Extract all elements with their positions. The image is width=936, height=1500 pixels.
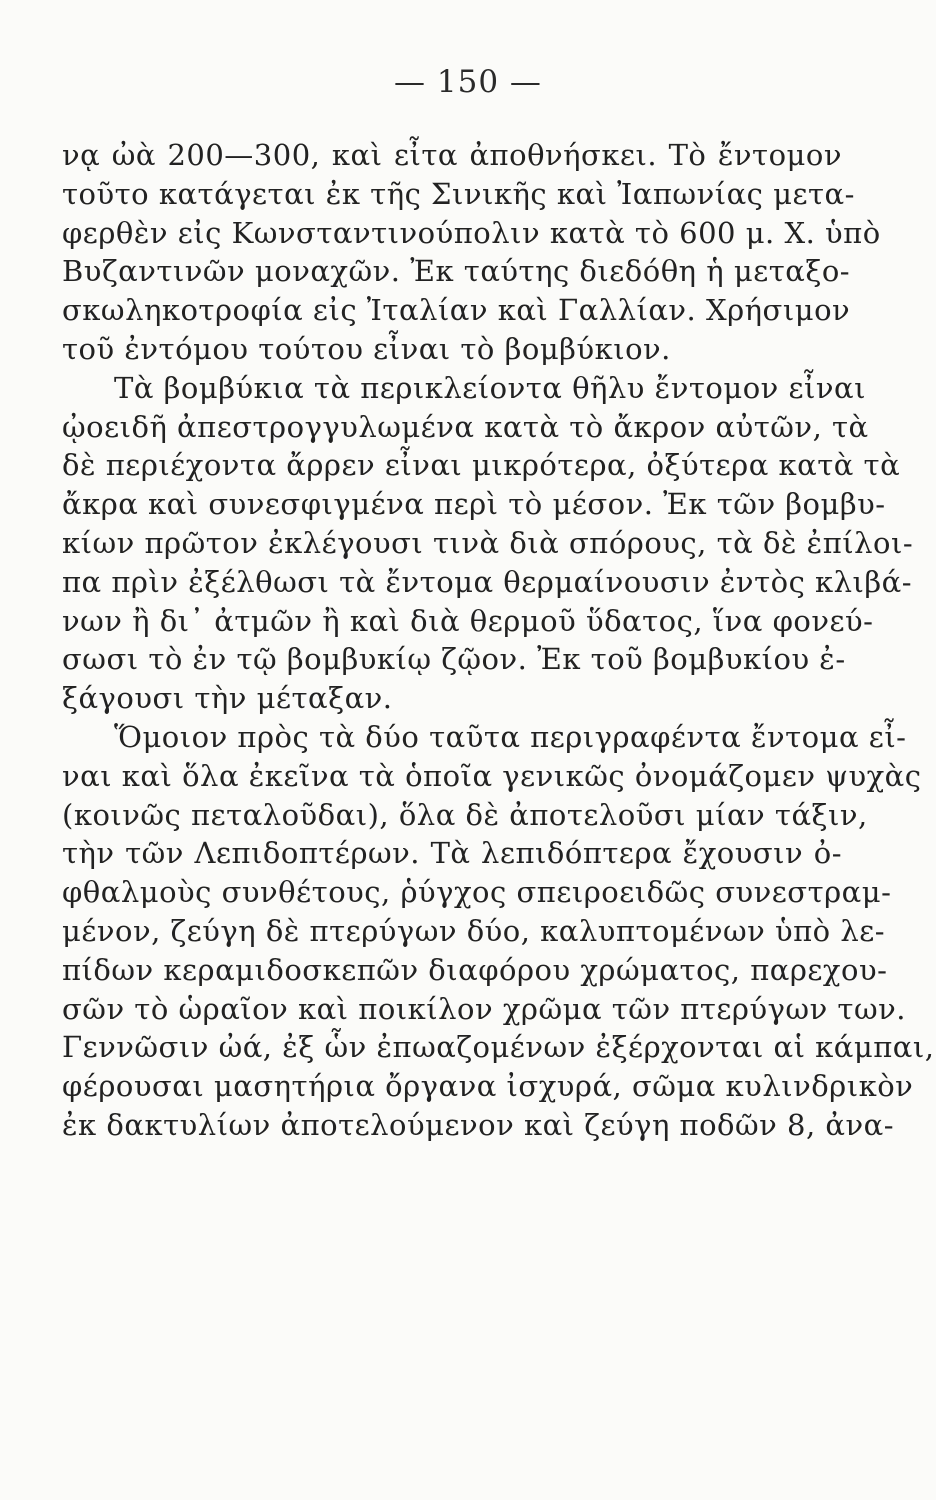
text-line: πίδων κεραμιδοσκεπῶν διαφόρου χρώματος, παρεχου- <box>62 952 888 987</box>
text-line: ναι καὶ ὅλα ἐκεῖνα τὰ ὁποῖα γενικῶς ὀνομάζομεν ψυχὰς <box>62 758 922 793</box>
text-line: ἄκρα καὶ συνεσφιγμένα περὶ τὸ μέσον. Ἐκ τῶν βομβυ- <box>62 487 886 522</box>
text-line: σῶν τὸ ὡραῖον καὶ ποικίλον χρῶμα τῶν πτερύγων των. <box>62 991 906 1026</box>
page-number: — 150 — <box>394 64 542 100</box>
text-line: ᾠοειδῆ ἀπεστρογγυλωμένα κατὰ τὸ ἄκρον αὐτῶν, τὰ <box>62 409 869 444</box>
text-line: Ὅμοιον πρὸς τὰ δύο ταῦτα περιγραφέντα ἔντομα εἶ- <box>114 719 907 754</box>
text-line: μένον, ζεύγη δὲ πτερύγων δύο, καλυπτομένων ὑπὸ λε- <box>62 913 886 948</box>
text-line: πα πρὶν ἐξέλθωσι τὰ ἔντομα θερμαίνουσιν ἐντὸς κλιβά- <box>62 564 913 599</box>
text-line: νων ἢ δι᾽ ἀτμῶν ἢ καὶ διὰ θερμοῦ ὕδατος, ἵνα φονεύ- <box>62 603 874 638</box>
text-line: νᾳ ὠὰ 200—300, καὶ εἶτα ἀποθνήσκει. Τὸ ἔντομον <box>62 138 842 172</box>
body-text <box>62 136 935 1145</box>
text-line: σκωληκοτροφία εἰς Ἰταλίαν καὶ Γαλλίαν. Χρήσιμον <box>62 293 851 328</box>
text-line: φερθὲν εἰς Κωνσταντινούπολιν κατὰ τὸ 600 μ. Χ. ὑπὸ <box>62 215 881 250</box>
text-line: ξάγουσι τὴν μέταξαν. <box>62 681 393 716</box>
text-line: σωσι τὸ ἐν τῷ βομβυκίῳ ζῷον. Ἐκ τοῦ βομβυκίου ἐ- <box>62 642 846 677</box>
text-line: τὴν τῶν Λεπιδοπτέρων. Τὰ λεπιδόπτερα ἔχουσιν ὀ- <box>62 836 842 871</box>
text-line: Βυζαντινῶν μοναχῶν. Ἐκ ταύτης διεδόθη ἡ μεταξο- <box>62 254 851 289</box>
text-line: φέρουσαι μασητήρια ὄργανα ἰσχυρά, σῶμα κυλινδρικὸν <box>62 1069 914 1104</box>
text-line: τοῦτο κατάγεται ἐκ τῆς Σινικῆς καὶ Ἰαπωνίας μετα- <box>62 176 855 211</box>
text-line: (κοινῶς πεταλοῦδαι), ὅλα δὲ ἀποτελοῦσι μίαν τάξιν, <box>62 797 868 832</box>
text-line: Γεννῶσιν ὠά, ἐξ ὧν ἐπωαζομένων ἐξέρχονται αἱ κάμπαι, <box>62 1030 935 1065</box>
text-line: δὲ περιέχοντα ἄρρεν εἶναι μικρότερα, ὀξύτερα κατὰ τὰ <box>62 448 901 483</box>
text-line: Τὰ βομβύκια τὰ περικλείοντα θῆλυ ἔντομον εἶναι <box>114 370 866 405</box>
text-line: κίων πρῶτον ἐκλέγουσι τινὰ διὰ σπόρους, τὰ δὲ ἐπίλοι- <box>62 525 914 560</box>
text-line: φθαλμοὺς συνθέτους, ῥύγχος σπειροειδῶς συνεστραμ- <box>62 875 892 910</box>
text-line: ἐκ δακτυλίων ἀποτελούμενον καὶ ζεύγη ποδῶν 8, ἀνα- <box>62 1107 894 1142</box>
text-line: τοῦ ἐντόμου τούτου εἶναι τὸ βομβύκιον. <box>62 331 671 366</box>
